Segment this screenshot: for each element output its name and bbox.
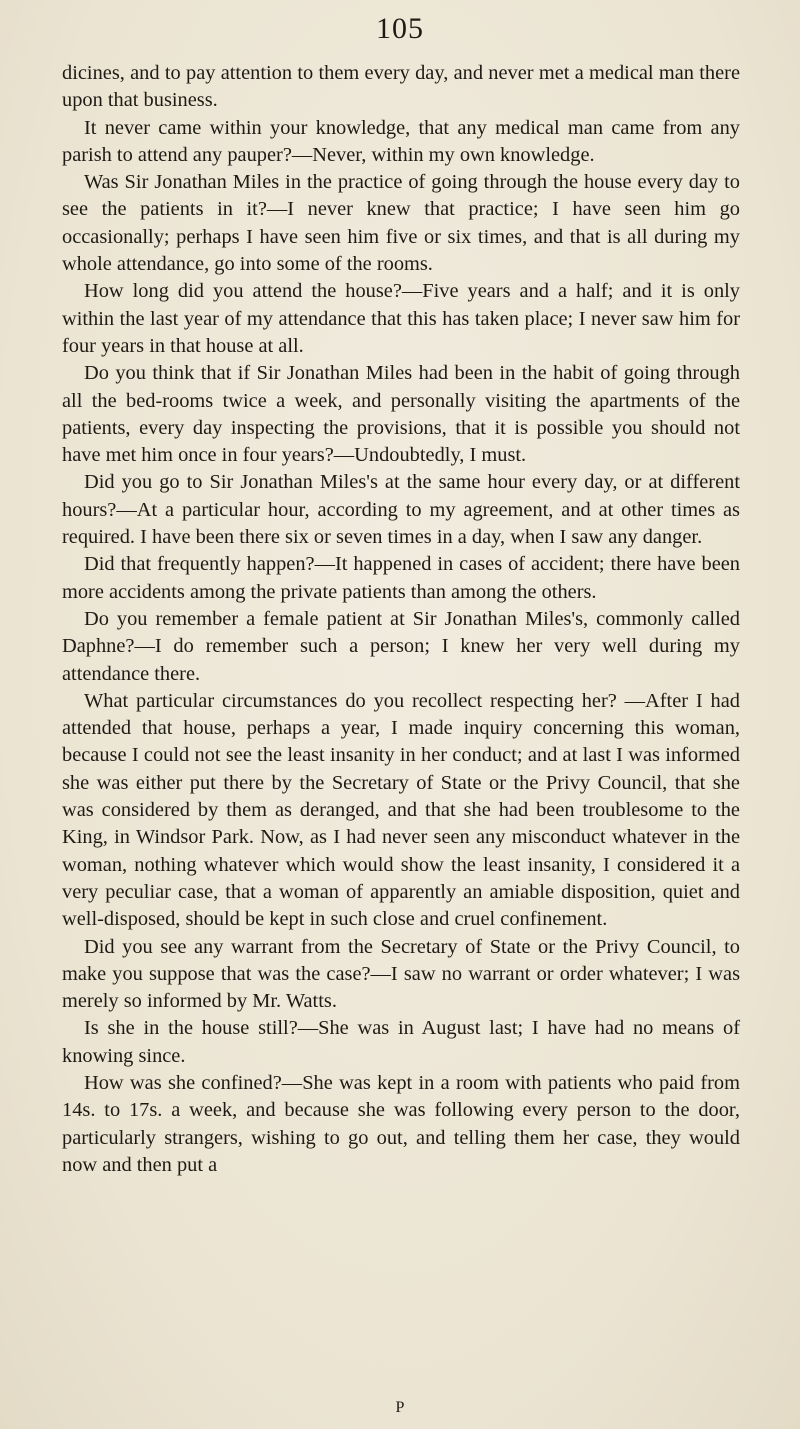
paragraph: How long did you attend the house?—Five years and a half; and it is only within the last year of my attendance that this has taken place; I never saw him for four years in that house at all. (62, 280, 740, 357)
paragraph: Was Sir Jonathan Miles in the practice of going through the house every day to see the patients in it?—I never knew that practice; I have seen him go occasionally; perhaps I have seen him five or six times, and that is all during my whole attendance, go into some of the rooms. (62, 171, 740, 276)
paragraph: Do you remember a female patient at Sir Jonathan Miles's, commonly called Daphne?—I do remember such a person; I knew her very well during my attendance there. (62, 607, 740, 685)
paragraph: Is she in the house still?—She was in August last; I have had no means of knowing since. (62, 1017, 740, 1067)
paragraph: Did you see any warrant from the Secretary of State or the Privy Council, to make you suppose that was the case?—I saw no warrant or order whatever; I was merely so informed by Mr. Watts. (62, 935, 740, 1013)
page-number: 105 (376, 12, 424, 45)
paragraph: What particular circumstances do you recollect respecting her? —After I had attended that house, perhaps a year, I made inquiry concerning this woman, because I could not see the least insanity in her conduct; and at last I was informed she was either put there by the Secretary of State or the Privy Council, that she was considered by them as deranged, and that she had been troublesome to the King, in Windsor Park. Now, as I had never seen any misconduct whatever in the woman, nothing whatever which would show the least insanity, I considered it a very peculiar case, that a woman of apparently an amiable disposition, quiet and well-disposed, should be kept in such close and cruel confinement. (62, 689, 740, 931)
body-text (62, 60, 740, 1179)
signature-mark: P (395, 1399, 405, 1416)
paragraph: Did that frequently happen?—It happened in cases of accident; there have been more accidents among the private patients than among the others. (62, 553, 740, 603)
paragraph: dicines, and to pay attention to them every day, and never met a medical man there upon that business. (62, 62, 740, 112)
paragraph: How was she confined?—She was kept in a room with patients who paid from 14s. to 17s. a week, and because she was following every person to the door, particularly strangers, wishing to go out, and telling them her case, they would now and then put a (62, 1071, 740, 1176)
paragraph: Do you think that if Sir Jonathan Miles had been in the habit of going through all the bed-rooms twice a week, and personally visiting the apartments of the patients, every day inspecting the provisions, that it is possible you should not have met him once in four years?—Undoubtedly, I must. (62, 362, 740, 467)
paragraph: Did you go to Sir Jonathan Miles's at the same hour every day, or at different hours?—At a particular hour, according to my agreement, and at other times as required. I have been there six or seven times in a day, when I saw any danger. (62, 471, 740, 549)
paragraph: It never came within your knowledge, that any medical man came from any parish to attend any pauper?—Never, within my own knowledge. (62, 116, 740, 166)
